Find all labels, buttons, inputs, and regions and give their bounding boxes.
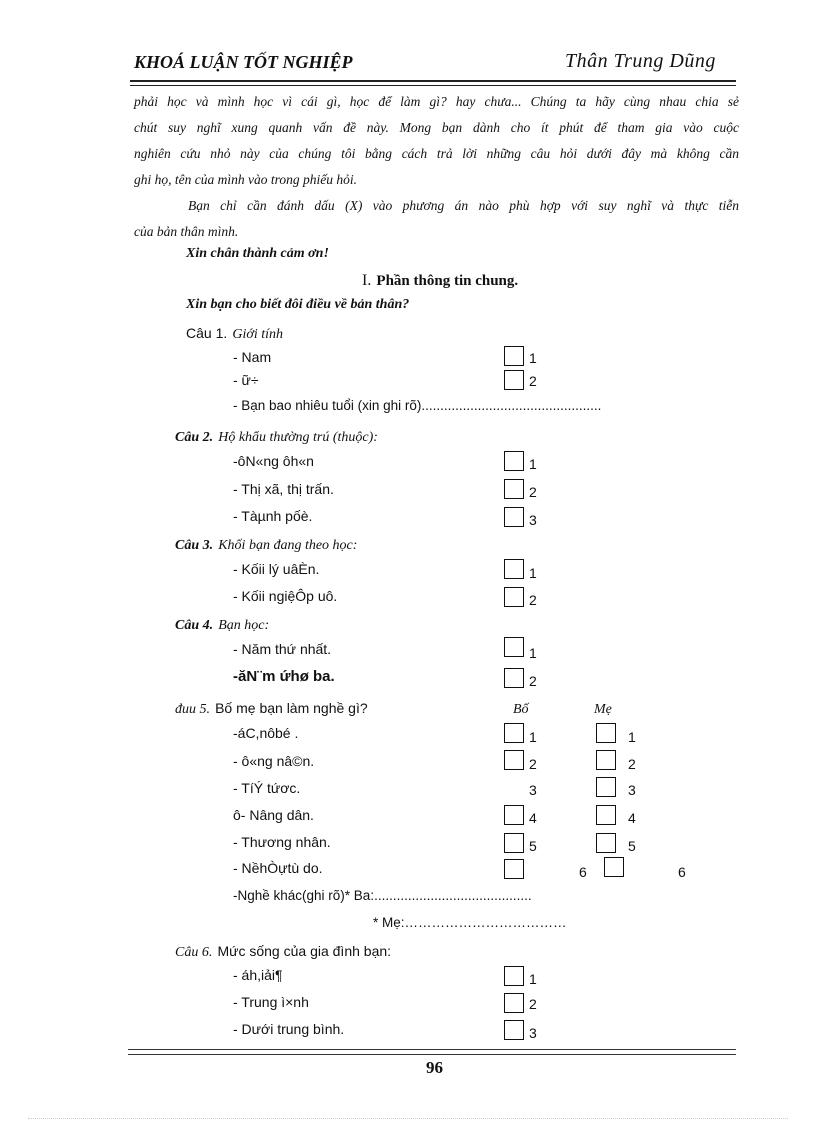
- column-header-father: Bố: [513, 702, 529, 717]
- intro-line: phải học và mình học vì cái gì, học để làm gì? hay chưa... Chúng ta hãy cùng nhau chia sẻ: [134, 94, 739, 109]
- option-code: 6: [579, 864, 587, 880]
- q1-option-female: - ữ÷: [233, 372, 259, 388]
- q2-option-rural: -ôN«ng ôh«n: [233, 453, 314, 469]
- q5-checkbox-father[interactable]: [504, 805, 524, 825]
- thanks-text: Xin chân thành cảm ơn!: [186, 246, 329, 261]
- option-code: 1: [529, 645, 537, 661]
- q6-option-below-average: - Dưới trung bình.: [233, 1021, 345, 1037]
- question-label: Câu 1.: [186, 325, 228, 341]
- q2-option-city: - Tàµnh pốè.: [233, 508, 313, 524]
- option-code: 4: [529, 810, 537, 826]
- q3-checkbox-theory[interactable]: [504, 559, 524, 579]
- option-code: 3: [529, 782, 537, 798]
- question-2: [175, 426, 378, 446]
- footer-rule: [128, 1049, 736, 1055]
- q2-checkbox-city[interactable]: [504, 507, 524, 527]
- q5-checkbox-mother[interactable]: [596, 833, 616, 853]
- option-code: 1: [529, 729, 537, 745]
- question-6: [175, 941, 391, 961]
- intro-paragraph: [134, 89, 739, 245]
- q4-checkbox-third-year[interactable]: [504, 668, 524, 688]
- q3-option-practice: - Kốii ngiệÔp uô.: [233, 588, 338, 604]
- question-label: Câu 3.: [175, 538, 214, 553]
- q3-checkbox-practice[interactable]: [504, 587, 524, 607]
- section-heading: [362, 270, 518, 290]
- q6-checkbox-rich[interactable]: [504, 966, 524, 986]
- question-label: Câu 6.: [175, 945, 213, 960]
- q5-option-label: - ô«ng nâ©n.: [233, 753, 315, 769]
- option-code: 3: [529, 512, 537, 528]
- q5-option-label: -áC,nôbé .: [233, 725, 299, 741]
- q1-option-male: - Nam: [233, 349, 272, 365]
- q5-option-label: - NềhÒựtù do.: [233, 860, 323, 876]
- q1-checkbox-male[interactable]: [504, 346, 524, 366]
- question-1: [186, 323, 283, 343]
- section-prompt: Xin bạn cho biết đôi điều về bản thân?: [186, 297, 410, 312]
- q5-option-label: ô- Nâng dân.: [233, 807, 314, 823]
- option-code: 5: [628, 838, 636, 854]
- header-author: Thân Trung Dũng: [565, 50, 716, 72]
- q5-checkbox-mother[interactable]: [596, 805, 616, 825]
- option-code: 2: [628, 756, 636, 772]
- intro-line: Bạn chỉ cần đánh dấu (X) vào phương án nào phù hợp với suy nghĩ và thực tiễn: [188, 198, 739, 213]
- section-title: Phần thông tin chung.: [376, 273, 519, 289]
- q5-checkbox-mother[interactable]: [596, 723, 616, 743]
- option-code: 2: [529, 484, 537, 500]
- option-code: 3: [529, 1025, 537, 1041]
- q5-checkbox-father[interactable]: [504, 723, 524, 743]
- header-title: KHOÁ LUẬN TỐT NGHIỆP: [134, 52, 353, 72]
- q3-option-theory: - Kốii lý uâÈn.: [233, 561, 320, 577]
- option-code: 6: [678, 864, 686, 880]
- q6-checkbox-below-average[interactable]: [504, 1020, 524, 1040]
- section-numeral: I.: [362, 272, 372, 289]
- q4-option-first-year: - Năm thứ nhất.: [233, 641, 332, 657]
- q5-checkbox-father[interactable]: [504, 750, 524, 770]
- option-code: 2: [529, 373, 537, 389]
- q5-checkbox-mother[interactable]: [596, 750, 616, 770]
- question-label: đuu 5.: [175, 702, 210, 717]
- q4-checkbox-first-year[interactable]: [504, 637, 524, 657]
- q5-checkbox-father[interactable]: [504, 833, 524, 853]
- question-text: Giới tính: [232, 327, 283, 342]
- page-edge: [28, 1118, 788, 1119]
- q6-option-rich: - áh,iải¶: [233, 967, 283, 983]
- question-3: [175, 534, 357, 554]
- question-label: Câu 4.: [175, 618, 214, 633]
- q5-checkbox-mother[interactable]: [604, 857, 624, 877]
- question-label: Câu 2.: [175, 430, 214, 445]
- intro-line: ghi họ, tên của mình vào trong phiếu hỏi.: [134, 172, 357, 187]
- option-code: 3: [628, 782, 636, 798]
- intro-line: nghiên cứu nhỏ này của chúng tôi bằng cách trả lời những câu hỏi dưới đây mà không cần: [134, 146, 739, 161]
- question-text: Bạn học:: [218, 618, 270, 633]
- option-code: 5: [529, 838, 537, 854]
- option-code: 1: [529, 350, 537, 366]
- intro-line: chút suy nghĩ xung quanh vấn đề này. Mong bạn dành cho ít phút để tham gia vào cuộc: [134, 120, 739, 135]
- q5-checkbox-mother[interactable]: [596, 777, 616, 797]
- option-code: 1: [529, 971, 537, 987]
- q5-option-label: - Thương nhân.: [233, 834, 331, 850]
- q2-checkbox-town[interactable]: [504, 479, 524, 499]
- question-text: Hộ khẩu thường trú (thuộc):: [218, 430, 378, 445]
- option-code: 1: [529, 456, 537, 472]
- question-text: Khối bạn đang theo học:: [218, 538, 358, 553]
- q5-checkbox-father[interactable]: [504, 859, 524, 879]
- option-code: 2: [529, 756, 537, 772]
- q5-other-mother-field[interactable]: * Mẹ:………………………………: [373, 915, 567, 930]
- page-number: 96: [426, 1058, 443, 1077]
- q4-option-third-year: -ăN¨m ứhø ba.: [233, 668, 335, 685]
- q5-option-label: - TíÝ tứơc.: [233, 780, 301, 796]
- option-code: 1: [628, 729, 636, 745]
- question-5: [175, 698, 368, 718]
- option-code: 2: [529, 996, 537, 1012]
- option-code: 1: [529, 565, 537, 581]
- header-rule: [130, 80, 736, 86]
- question-text: Bố mẹ bạn làm nghề gì?: [215, 700, 368, 716]
- question-text: Mức sống của gia đình bạn:: [217, 943, 392, 959]
- option-code: 2: [529, 592, 537, 608]
- q1-checkbox-female[interactable]: [504, 370, 524, 390]
- q5-other-father-field[interactable]: -Nghề khác(ghi rõ)* Ba:..........................................: [233, 888, 532, 903]
- q2-checkbox-rural[interactable]: [504, 451, 524, 471]
- q6-checkbox-average[interactable]: [504, 993, 524, 1013]
- q6-option-average: - Trung ì×nh: [233, 994, 309, 1010]
- option-code: 4: [628, 810, 636, 826]
- intro-line: của bản thân mình.: [134, 224, 239, 239]
- q2-option-town: - Thị xã, thị trấn.: [233, 481, 334, 497]
- q1-age-field[interactable]: - Bạn bao nhiêu tuổi (xin ghi rõ)................................................: [233, 398, 602, 413]
- option-code: 2: [529, 673, 537, 689]
- column-header-mother: Mẹ: [594, 702, 612, 717]
- question-4: [175, 614, 269, 634]
